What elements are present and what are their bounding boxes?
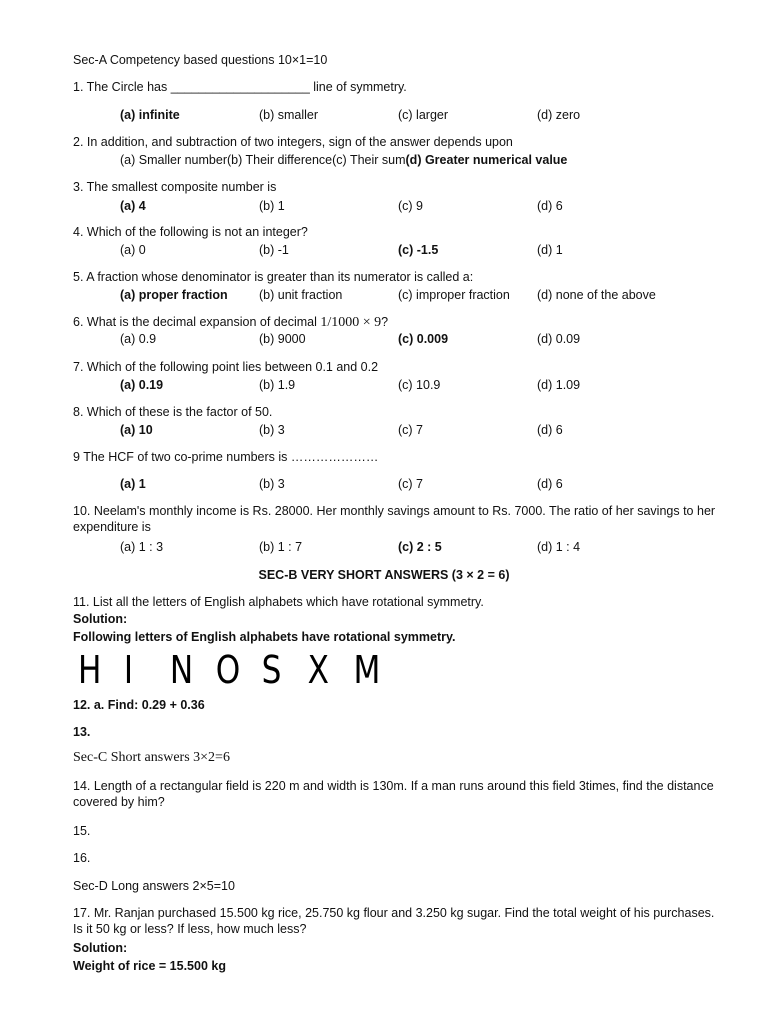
- letter-x: X: [307, 648, 329, 692]
- question-7: 7. Which of the following point lies between 0.1 and 0.2: [73, 360, 379, 374]
- q5-option-a: (a) proper fraction: [120, 288, 228, 302]
- letter-n: N: [169, 648, 194, 692]
- question-13: 13.: [73, 725, 91, 739]
- q6-option-d: (d) 0.09: [537, 332, 581, 346]
- q6-option-b: (b) 9000: [259, 332, 306, 346]
- q10-option-b: (b) 1 : 7: [259, 540, 303, 554]
- q9-option-a: (a) 1: [120, 477, 146, 491]
- q4-option-c: (c) -1.5: [398, 243, 439, 257]
- q8-option-a: (a) 10: [120, 423, 153, 437]
- question-3: 3. The smallest composite number is: [73, 180, 277, 194]
- q3-option-b: (b) 1: [259, 199, 285, 213]
- section-d-heading: Sec-D Long answers 2×5=10: [73, 879, 235, 893]
- q17-solution-label: Solution:: [73, 941, 128, 955]
- question-10: 10. Neelam's monthly income is Rs. 28000. Her monthly savings amount to Rs. 7000. The ratio of her savings to her expenditure is: [73, 504, 716, 534]
- section-b-heading: SEC-B VERY SHORT ANSWERS (3 × 2 = 6): [258, 568, 510, 582]
- q2-options-plain: (a) Smaller number(b) Their difference(c) Their sum: [120, 153, 406, 167]
- letter-i: I: [123, 648, 134, 692]
- question-8: 8. Which of these is the factor of 50.: [73, 405, 273, 419]
- rotational-letters-image: [78, 648, 399, 692]
- q17-solution-line-1: Weight of rice = 15.500 kg: [73, 959, 226, 973]
- question-6-end: ?: [381, 315, 389, 329]
- question-4: 4. Which of the following is not an integer?: [73, 225, 308, 239]
- q1-option-d: (d) zero: [537, 108, 581, 122]
- q4-option-a: (a) 0: [120, 243, 146, 257]
- q11-answer: Following letters of English alphabets have rotational symmetry.: [73, 630, 456, 644]
- question-16: 16.: [73, 851, 91, 865]
- q9-option-b: (b) 3: [259, 477, 285, 491]
- question-2: 2. In addition, and subtraction of two integers, sign of the answer depends upon: [73, 135, 513, 149]
- question-11: 11. List all the letters of English alphabets which have rotational symmetry.: [73, 595, 484, 609]
- q1-option-a: (a) infinite: [120, 108, 180, 122]
- q5-option-c: (c) improper fraction: [398, 288, 510, 302]
- question-12: 12. a. Find: 0.29 + 0.36: [73, 698, 205, 712]
- q3-option-a: (a) 4: [120, 199, 146, 213]
- question-14: 14. Length of a rectangular field is 220 m and width is 130m. If a man runs around this field 3times, find the distance covered by him?: [73, 779, 714, 809]
- question-17: 17. Mr. Ranjan purchased 15.500 kg rice, 25.750 kg flour and 3.250 kg sugar. Find the total weight of his purchases. Is it 50 kg or less? If less, how much less?: [73, 906, 715, 936]
- q7-option-a: (a) 0.19: [120, 378, 164, 392]
- question-6: [73, 314, 388, 331]
- q3-option-d: (d) 6: [537, 199, 563, 213]
- letter-o: O: [215, 648, 241, 692]
- q1-option-c: (c) larger: [398, 108, 449, 122]
- q6-option-c: (c) 0.009: [398, 332, 449, 346]
- q6-option-a: (a) 0.9: [120, 332, 157, 346]
- q10-option-a: (a) 1 : 3: [120, 540, 164, 554]
- q10-option-c: (c) 2 : 5: [398, 540, 442, 554]
- q4-option-d: (d) 1: [537, 243, 563, 257]
- q8-option-c: (c) 7: [398, 423, 423, 437]
- letter-m: M: [353, 648, 381, 692]
- q7-option-c: (c) 10.9: [398, 378, 441, 392]
- q8-option-d: (d) 6: [537, 423, 563, 437]
- section-a-heading: Sec-A Competency based questions 10×1=10: [73, 53, 328, 67]
- q7-option-d: (d) 1.09: [537, 378, 581, 392]
- q3-option-c: (c) 9: [398, 199, 423, 213]
- question-5: 5. A fraction whose denominator is greater than its numerator is called a:: [73, 270, 474, 284]
- q7-option-b: (b) 1.9: [259, 378, 296, 392]
- q5-option-d: (d) none of the above: [537, 288, 656, 302]
- question-1: 1. The Circle has ____________________ line of symmetry.: [73, 80, 407, 94]
- letter-s: S: [261, 648, 282, 692]
- q2-options: [120, 152, 567, 168]
- q11-solution-label: Solution:: [73, 612, 128, 626]
- q1-option-b: (b) smaller: [259, 108, 319, 122]
- section-c-heading: Sec-C Short answers 3×2=6: [73, 750, 230, 765]
- q2-option-d: (d) Greater numerical value: [405, 153, 568, 167]
- question-15: 15.: [73, 824, 91, 838]
- q10-option-d: (d) 1 : 4: [537, 540, 581, 554]
- q4-option-b: (b) -1: [259, 243, 289, 257]
- q9-option-d: (d) 6: [537, 477, 563, 491]
- question-6-text: 6. What is the decimal expansion of decimal: [73, 315, 321, 329]
- question-6-math: 1/1000 × 9: [320, 315, 382, 330]
- letter-h: H: [78, 648, 102, 692]
- q5-option-b: (b) unit fraction: [259, 288, 343, 302]
- question-9: 9 The HCF of two co-prime numbers is …………………: [73, 450, 379, 464]
- q9-option-c: (c) 7: [398, 477, 423, 491]
- q8-option-b: (b) 3: [259, 423, 285, 437]
